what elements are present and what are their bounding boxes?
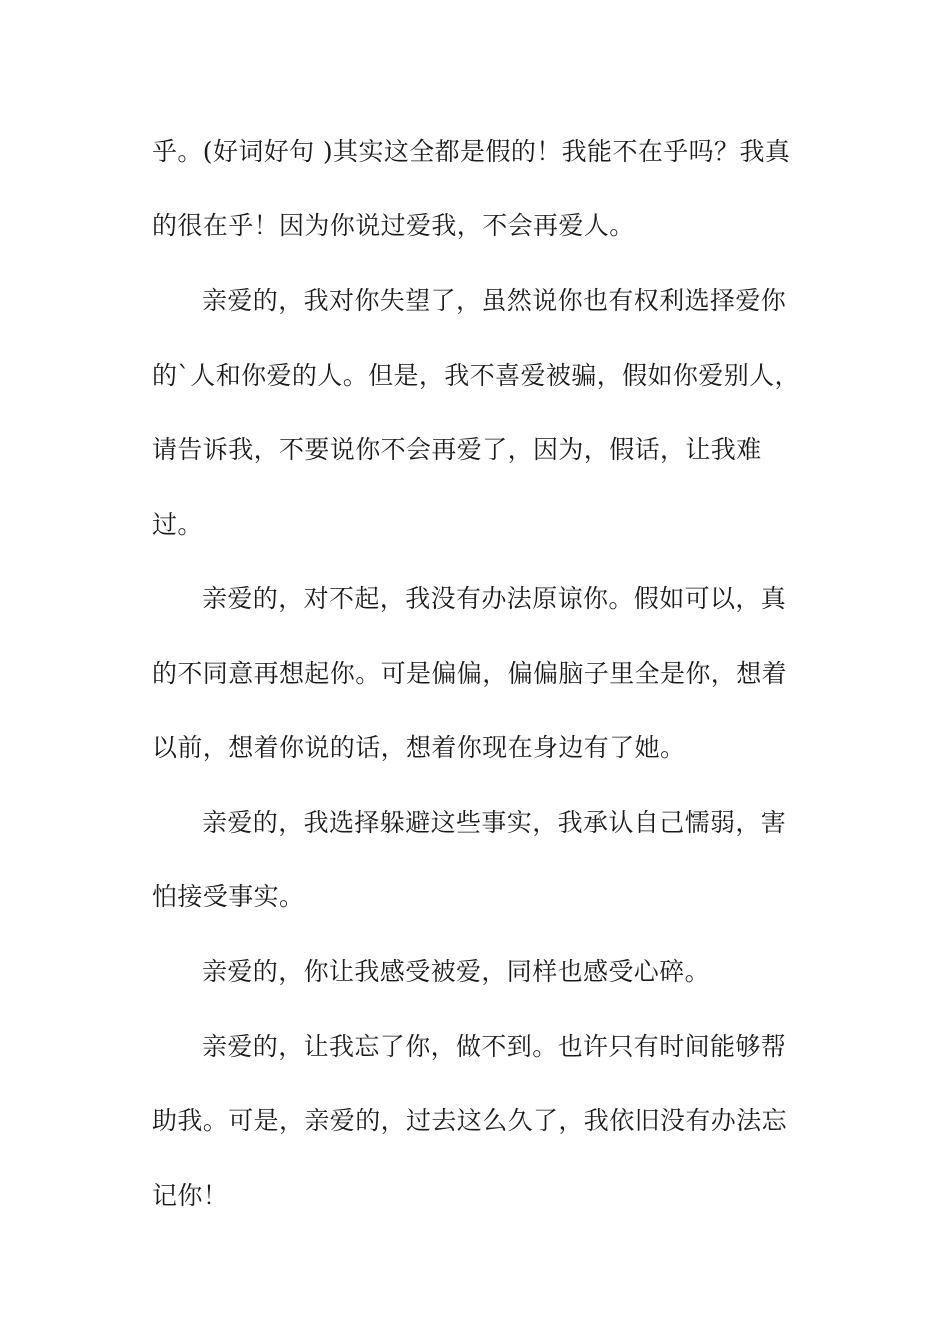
- text-line: 助我。可是，亲爱的，过去这么久了，我依旧没有办法忘: [152, 1106, 788, 1135]
- paragraph-start-line: 亲爱的，你让我感受被爱，同样也感受心碎。: [202, 957, 711, 986]
- text-line: 请告诉我，不要说你不会再爱了，因为，假话，让我难: [152, 435, 762, 464]
- text-line: 的不同意再想起你。可是偏偏，偏偏脑子里全是你，想着: [152, 659, 788, 688]
- paragraph-start-line: 亲爱的，我对你失望了，虽然说你也有权利选择爱你: [202, 286, 787, 315]
- text-line: 的`人和你爱的人。但是，我不喜爱被骗，假如你爱别人，: [152, 361, 800, 390]
- paragraph-start-line: 亲爱的，让我忘了你，做不到。也许只有时间能够帮: [202, 1032, 787, 1061]
- text-line: 记你！: [152, 1181, 229, 1210]
- text-line: 的很在乎！因为你说过爱我，不会再爱人。: [152, 211, 635, 240]
- text-line: 乎。(好词好句 )其实这全都是假的！我能不在乎吗？我真: [152, 137, 791, 166]
- text-line: 怕接受事实。: [152, 882, 305, 911]
- text-line: 过。: [152, 510, 203, 539]
- text-line: 以前，想着你说的话，想着你现在身边有了她。: [152, 733, 686, 762]
- paragraph-start-line: 亲爱的，我选择躲避这些事实，我承认自己懦弱，害: [202, 808, 787, 837]
- paragraph-start-line: 亲爱的，对不起，我没有办法原谅你。假如可以，真: [202, 584, 787, 613]
